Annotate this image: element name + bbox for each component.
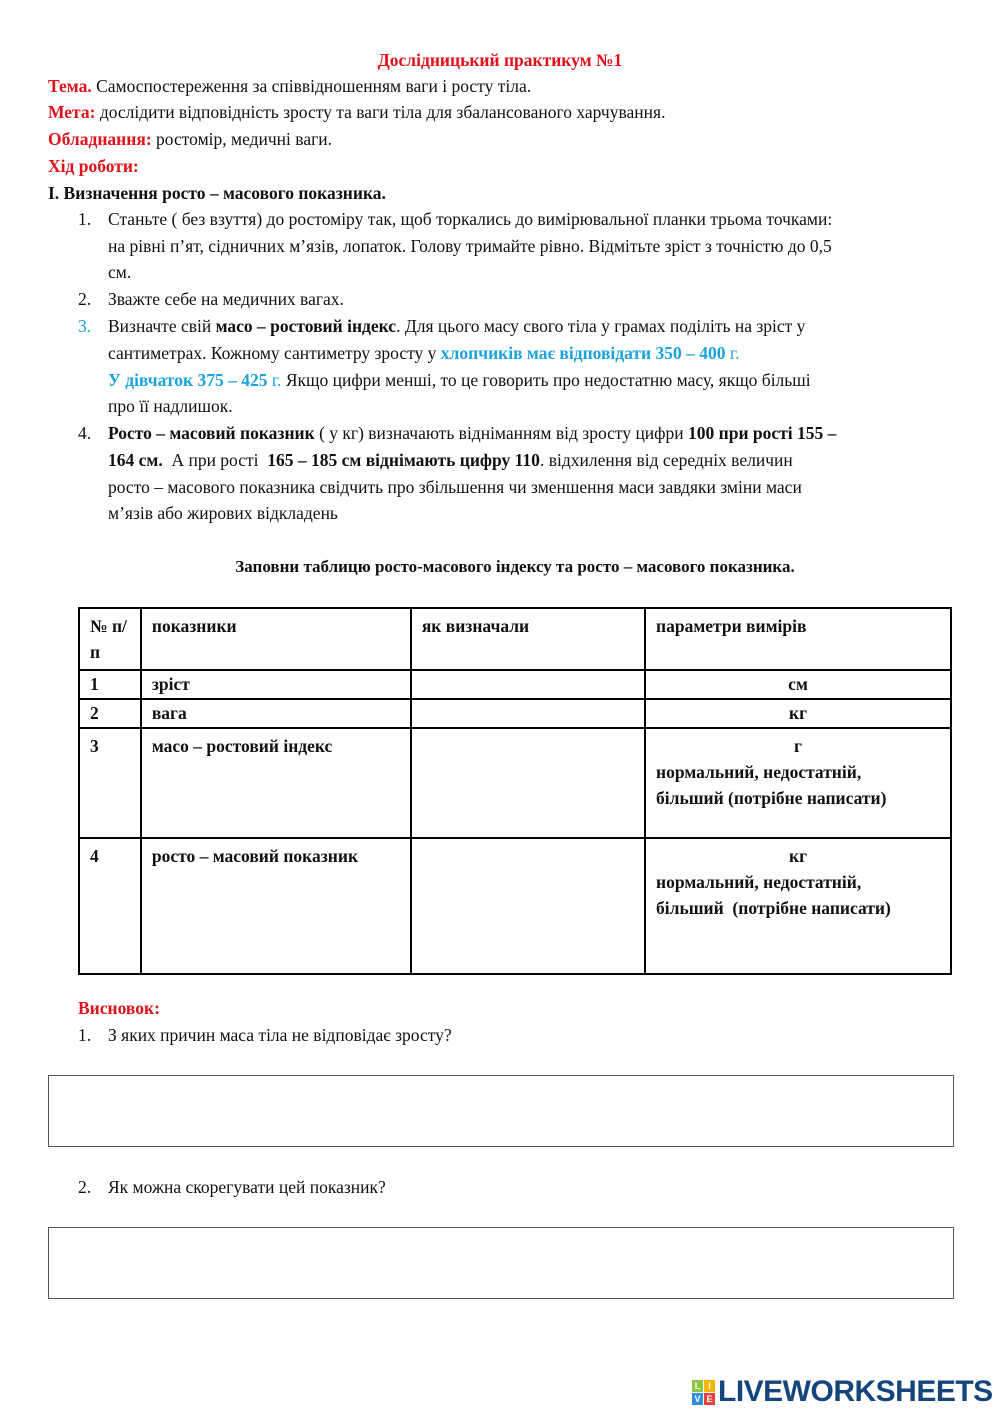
step-number: 4. xyxy=(78,423,92,443)
topic-line xyxy=(48,76,531,96)
text: Якщо цифри менші, то це говорить про недостатню масу, якщо більші xyxy=(281,370,811,390)
row-unit[interactable]: см xyxy=(645,670,951,699)
table-header-row xyxy=(79,608,951,670)
step-text xyxy=(108,423,836,443)
step-text: росто – масового показника свідчить про збільшення чи зменшення маси завдяки зміни маси xyxy=(108,477,802,497)
table-row xyxy=(79,728,951,838)
step-text xyxy=(108,343,739,363)
row-indicator: зріст xyxy=(141,670,411,699)
worksheet-title: Дослідницький практикум №1 xyxy=(377,50,623,70)
term: 100 при рості 155 – xyxy=(688,423,837,443)
liveworksheets-logo xyxy=(692,1375,993,1409)
answer-box-1[interactable] xyxy=(48,1075,954,1147)
tile: I xyxy=(704,1380,715,1392)
tile: V xyxy=(692,1393,703,1405)
header-parameters: параметри вимірів xyxy=(645,608,951,670)
step-text: Станьте ( без взуття) до ростоміру так, щоб торкались до вимірювальної планки трьома точками: xyxy=(108,209,833,229)
row-note: нормальний, недостатній, більший (потрібне написати) xyxy=(656,872,891,918)
logo-text: LIVEWORKSHEETS xyxy=(718,1375,993,1408)
row-number: 1 xyxy=(79,670,141,699)
procedure-label: Хід роботи: xyxy=(48,156,139,176)
text: сантиметрах. Кожному сантиметру зросту у xyxy=(108,343,441,363)
row-indicator: вага xyxy=(141,699,411,728)
topic-label: Тема. xyxy=(48,76,92,96)
table-row xyxy=(79,838,951,974)
goal-label: Мета: xyxy=(48,102,96,122)
step-text: на рівні п’ят, сідничних м’язів, лопаток. Голову тримайте рівно. Відмітьте зріст з точністю до 0,5 xyxy=(108,236,832,256)
step-text xyxy=(108,450,793,470)
step-number: 2. xyxy=(78,289,92,309)
step-text: Зважте себе на медичних вагах. xyxy=(108,289,344,309)
goal-text: дослідити відповідність зросту та ваги тіла для збалансованого харчування. xyxy=(95,102,666,122)
tile: E xyxy=(704,1393,715,1405)
highlight: У дівчаток 375 – 425 xyxy=(108,370,272,390)
method-cell[interactable] xyxy=(411,728,645,838)
highlight: хлопчиків має відповідати 350 – 400 xyxy=(440,343,730,363)
step-text: про її надлишок. xyxy=(108,396,233,416)
text: ( у кг) визначають відніманням від зросту цифри xyxy=(314,423,689,443)
row-note: нормальний, недостатній, більший (потрібне написати) xyxy=(656,762,887,808)
row-number: 2 xyxy=(79,699,141,728)
header-method: як визначали xyxy=(411,608,645,670)
step-text: см. xyxy=(108,262,132,282)
row-number: 4 xyxy=(79,838,141,974)
step-number: 3. xyxy=(78,316,92,336)
equipment-text: ростомір, медичні ваги. xyxy=(151,129,333,149)
highlight: г. xyxy=(271,370,282,390)
text: . Для цього масу свого тіла у грамах поділіть на зріст у xyxy=(396,316,806,336)
term: 165 – 185 см віднімають цифру 110 xyxy=(267,450,540,470)
text: . відхилення від середніх величин xyxy=(539,450,793,470)
table-row xyxy=(79,670,951,699)
text: А при рості xyxy=(162,450,268,470)
goal-line xyxy=(48,102,665,122)
question-text: Як можна скорегувати цей показник? xyxy=(108,1177,386,1197)
equipment-label: Обладнання: xyxy=(48,129,152,149)
header-indicator: показники xyxy=(141,608,411,670)
question-number: 2. xyxy=(78,1177,92,1197)
step-text: м’язів або жирових відкладень xyxy=(108,503,338,523)
row-unit[interactable]: кг xyxy=(645,699,951,728)
step-text xyxy=(108,370,811,390)
step-text xyxy=(108,316,805,336)
step-number: 1. xyxy=(78,209,92,229)
table-row xyxy=(79,699,951,728)
answer-box-2[interactable] xyxy=(48,1227,954,1299)
table-caption: Заповни таблицю росто-масового індексу та росто – масового показника. xyxy=(235,557,795,576)
highlight: г. xyxy=(729,343,740,363)
row-indicator: росто – масовий показник xyxy=(141,838,411,974)
measurements-table xyxy=(78,607,952,975)
row-unit: г xyxy=(794,736,802,756)
term: Росто – масовий показник xyxy=(108,423,315,443)
question-text: З яких причин маса тіла не відповідає зросту? xyxy=(108,1025,452,1045)
term: масо – ростовий індекс xyxy=(215,316,397,336)
method-cell[interactable] xyxy=(411,670,645,699)
tile: L xyxy=(692,1380,703,1392)
method-cell[interactable] xyxy=(411,838,645,974)
header-number: № п/п xyxy=(79,608,141,670)
param-cell[interactable] xyxy=(645,838,951,974)
method-cell[interactable] xyxy=(411,699,645,728)
param-cell[interactable] xyxy=(645,728,951,838)
section-heading: І. Визначення росто – масового показника. xyxy=(48,183,386,203)
topic-text: Самоспостереження за співвідношенням ваги і росту тіла. xyxy=(91,76,532,96)
term: 164 см. xyxy=(108,450,163,470)
row-unit: кг xyxy=(789,846,808,866)
logo-tiles-icon xyxy=(692,1380,715,1405)
question-number: 1. xyxy=(78,1025,92,1045)
text: Визначте свій xyxy=(108,316,216,336)
row-indicator: масо – ростовий індекс xyxy=(141,728,411,838)
conclusion-label: Висновок: xyxy=(78,998,160,1018)
equipment-line xyxy=(48,129,332,149)
row-number: 3 xyxy=(79,728,141,838)
